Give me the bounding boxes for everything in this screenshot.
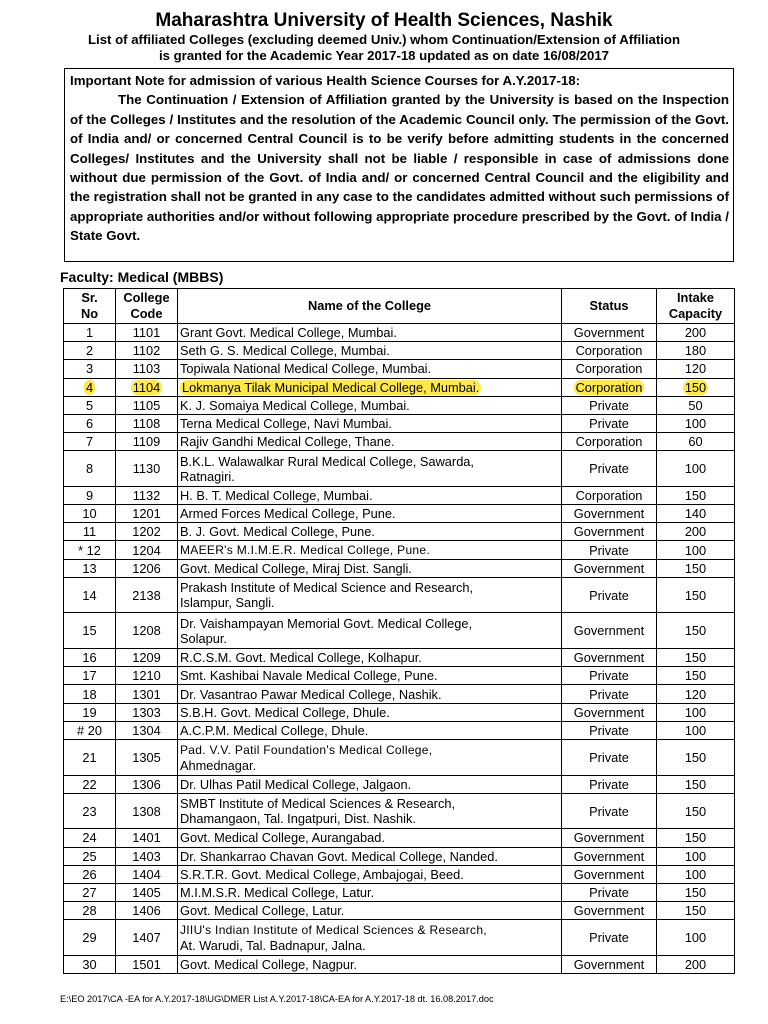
- table-row: [64, 414, 735, 432]
- college-code-cell: 1401: [116, 829, 178, 847]
- header-intake-capacity: Intake Capacity: [657, 289, 735, 324]
- status-cell: Private: [562, 920, 657, 956]
- intake-capacity-cell: 150: [657, 883, 735, 901]
- college-name-line-1: A.C.P.M. Medical College, Dhule.: [180, 722, 369, 738]
- table-row: [64, 486, 735, 504]
- table-row: [64, 433, 735, 451]
- status-cell: Private: [562, 721, 657, 739]
- college-name-line-1: B. J. Govt. Medical College, Pune.: [180, 524, 375, 540]
- status-cell: Corporation: [562, 486, 657, 504]
- college-name-cell: [178, 559, 562, 577]
- table-row: [64, 955, 735, 973]
- table-row: [64, 378, 735, 396]
- status-cell: Government: [562, 829, 657, 847]
- note-body: The Continuation / Extension of Affiliation granted by the University is based on the Inspection of the Colleges / Institutes and the resolution of the Academic Council only. The permission of the Govt. of India and/ or concerned Central Council is to be verify before admitting students in the concerned Colleges/ Institutes and the University shall not be liable / responsible in case of admissions done without due permission of the Govt. of India and/ or concerned Central Council and the eligibility and the registration shall not be granted in any case to the candidates admitted without such permissions of appropriate authorities and/or without following appropriate procedure prescribed by the Govt. of India / State Govt.: [70, 92, 729, 244]
- college-name-line-2: At. Warudi, Tal. Badnapur, Jalna.: [180, 938, 366, 954]
- sr-no-cell: 25: [64, 847, 116, 865]
- college-name-line-2: Ahmednagar.: [180, 757, 257, 773]
- intake-capacity-cell: 100: [657, 920, 735, 956]
- college-name-line-1: Armed Forces Medical College, Pune.: [180, 506, 396, 522]
- intake-capacity-cell: 150: [657, 613, 735, 649]
- status-cell: Government: [562, 649, 657, 667]
- sr-no-cell: 28: [64, 902, 116, 920]
- college-name-cell: [178, 721, 562, 739]
- sr-no-cell: 23: [64, 793, 116, 829]
- college-name-cell: [178, 793, 562, 829]
- college-code-cell: 1301: [116, 685, 178, 703]
- table-header-row: [64, 289, 735, 324]
- status-cell: Government: [562, 613, 657, 649]
- college-code-cell: 1104: [116, 378, 178, 396]
- intake-capacity-cell: 180: [657, 342, 735, 360]
- college-name-line-1: MAEER's M.I.M.E.R. Medical College, Pune.: [180, 543, 431, 558]
- sr-no-cell: 13: [64, 559, 116, 577]
- college-name-cell: [178, 847, 562, 865]
- college-name-line-1: Dr. Vasantrao Pawar Medical College, Nashik.: [180, 686, 442, 702]
- intake-capacity-cell: 60: [657, 433, 735, 451]
- intake-capacity-cell: 150: [657, 486, 735, 504]
- college-name-cell: [178, 902, 562, 920]
- table-row: [64, 685, 735, 703]
- sr-no-cell: 16: [64, 649, 116, 667]
- college-code-cell: 1406: [116, 902, 178, 920]
- status-cell: Private: [562, 451, 657, 487]
- table-row: [64, 667, 735, 685]
- status-cell: Government: [562, 703, 657, 721]
- college-code-cell: 1102: [116, 342, 178, 360]
- status-cell: Private: [562, 685, 657, 703]
- faculty-label: Faculty: Medical (MBBS): [60, 269, 224, 285]
- college-code-cell: 1105: [116, 396, 178, 414]
- intake-capacity-cell: 150: [657, 559, 735, 577]
- college-name-cell: [178, 577, 562, 613]
- intake-capacity-cell: 150: [657, 829, 735, 847]
- college-name-line-1: Grant Govt. Medical College, Mumbai.: [180, 325, 397, 341]
- college-name-cell: [178, 378, 562, 396]
- sr-no-cell: 10: [64, 505, 116, 523]
- subtitle-line-2: is granted for the Academic Year 2017-18 updated as on date 16/08/2017: [158, 48, 610, 63]
- sr-no-cell: 22: [64, 775, 116, 793]
- sr-no-cell: 29: [64, 920, 116, 956]
- college-name-line-1: S.B.H. Govt. Medical College, Dhule.: [180, 704, 390, 720]
- table-row: [64, 883, 735, 901]
- college-code-cell: 1202: [116, 523, 178, 541]
- intake-capacity-cell: 150: [657, 739, 735, 775]
- college-name-line-1: SMBT Institute of Medical Sciences & Research,: [180, 796, 456, 812]
- college-name-line-1: Govt. Medical College, Aurangabad.: [180, 830, 385, 846]
- college-name-line-1: Smt. Kashibai Navale Medical College, Pune.: [180, 668, 438, 684]
- table-row: [64, 721, 735, 739]
- college-name-line-1: B.K.L. Walawalkar Rural Medical College, Sawarda,: [180, 453, 474, 469]
- college-code-cell: 1204: [116, 541, 178, 559]
- college-name-line-1: M.I.M.S.R. Medical College, Latur.: [180, 885, 375, 900]
- college-name-cell: [178, 685, 562, 703]
- college-code-cell: 1210: [116, 667, 178, 685]
- table-row: [64, 559, 735, 577]
- sr-no-cell: 6: [64, 414, 116, 432]
- college-name-cell: [178, 486, 562, 504]
- intake-capacity-cell: 200: [657, 955, 735, 973]
- intake-capacity-cell: 100: [657, 414, 735, 432]
- important-note-box: [64, 68, 734, 262]
- intake-capacity-cell: 150: [657, 577, 735, 613]
- college-name-line-1: S.R.T.R. Govt. Medical College, Ambajogai, Beed.: [180, 866, 464, 882]
- table-row: [64, 703, 735, 721]
- college-name-line-2: Ratnagiri.: [180, 468, 235, 484]
- college-name-cell: [178, 342, 562, 360]
- status-cell: Government: [562, 955, 657, 973]
- college-name-line-1: Dr. Shankarrao Chavan Govt. Medical College, Nanded.: [180, 848, 498, 864]
- college-name-cell: [178, 667, 562, 685]
- sr-no-cell: 27: [64, 883, 116, 901]
- sr-no-cell: 1: [64, 324, 116, 342]
- college-code-cell: 1103: [116, 360, 178, 378]
- sr-no-cell: 19: [64, 703, 116, 721]
- status-cell: Private: [562, 541, 657, 559]
- file-path-footer: E:\EO 2017\CA -EA for A.Y.2017-18\UG\DMER List A.Y.2017-18\CA-EA for A.Y.2017-18 dt. 16.08.2017.doc: [60, 994, 494, 1004]
- college-code-cell: 1404: [116, 865, 178, 883]
- college-name-line-1: Dr. Ulhas Patil Medical College, Jalgaon.: [180, 776, 412, 792]
- college-code-cell: 1130: [116, 451, 178, 487]
- table-row: [64, 739, 735, 775]
- table-row: [64, 505, 735, 523]
- intake-capacity-cell: 200: [657, 523, 735, 541]
- college-name-line-2: Islampur, Sangli.: [180, 595, 275, 611]
- intake-capacity-cell: 150: [657, 378, 735, 396]
- status-cell: Corporation: [562, 360, 657, 378]
- header-college-name: Name of the College: [178, 289, 562, 324]
- college-name-line-1: JIIU's Indian Institute of Medical Sciences & Research,: [180, 923, 487, 938]
- college-name-cell: [178, 433, 562, 451]
- sr-no-cell: # 20: [64, 721, 116, 739]
- college-name-line-1: Dr. Vaishampayan Memorial Govt. Medical College,: [180, 615, 473, 631]
- college-name-cell: [178, 649, 562, 667]
- intake-capacity-cell: 150: [657, 649, 735, 667]
- college-name-cell: [178, 324, 562, 342]
- table-row: [64, 577, 735, 613]
- status-cell: Private: [562, 414, 657, 432]
- table-row: [64, 847, 735, 865]
- college-name-cell: [178, 360, 562, 378]
- sr-no-cell: 5: [64, 396, 116, 414]
- sr-no-cell: 15: [64, 613, 116, 649]
- college-code-cell: 1405: [116, 883, 178, 901]
- college-name-cell: [178, 920, 562, 956]
- intake-capacity-cell: 150: [657, 902, 735, 920]
- college-name-line-1: Terna Medical College, Navi Mumbai.: [180, 416, 392, 432]
- table-row: [64, 613, 735, 649]
- table-row: [64, 342, 735, 360]
- college-code-cell: 1108: [116, 414, 178, 432]
- college-name-cell: [178, 613, 562, 649]
- college-name-cell: [178, 955, 562, 973]
- colleges-table: [63, 288, 735, 974]
- status-cell: Private: [562, 667, 657, 685]
- sr-no-cell: 3: [64, 360, 116, 378]
- college-name-cell: [178, 739, 562, 775]
- college-code-cell: 1308: [116, 793, 178, 829]
- college-code-cell: 1304: [116, 721, 178, 739]
- table-row: [64, 541, 735, 559]
- college-name-line-1: Rajiv Gandhi Medical College, Thane.: [180, 434, 395, 450]
- sr-no-cell: 24: [64, 829, 116, 847]
- table-row: [64, 324, 735, 342]
- intake-capacity-cell: 100: [657, 865, 735, 883]
- header-sr-no: Sr. No: [64, 289, 116, 324]
- table-body: [64, 324, 735, 974]
- sr-no-cell: 2: [64, 342, 116, 360]
- status-cell: Private: [562, 739, 657, 775]
- table-row: [64, 649, 735, 667]
- college-code-cell: 1208: [116, 613, 178, 649]
- status-cell: Government: [562, 523, 657, 541]
- table-row: [64, 451, 735, 487]
- intake-capacity-cell: 120: [657, 685, 735, 703]
- intake-capacity-cell: 200: [657, 324, 735, 342]
- status-cell: Corporation: [562, 342, 657, 360]
- college-name-cell: [178, 414, 562, 432]
- college-code-cell: 2138: [116, 577, 178, 613]
- document-title: Maharashtra University of Health Sciences, Nashik: [155, 10, 613, 31]
- status-cell: Government: [562, 559, 657, 577]
- subtitle-line-1: List of affiliated Colleges (excluding deemed Univ.) whom Continuation/Extension of Affiliation: [88, 32, 680, 47]
- college-code-cell: 1109: [116, 433, 178, 451]
- table-row: [64, 523, 735, 541]
- college-name-cell: [178, 703, 562, 721]
- intake-capacity-cell: 100: [657, 703, 735, 721]
- sr-no-cell: 18: [64, 685, 116, 703]
- intake-capacity-cell: 120: [657, 360, 735, 378]
- college-name-line-2: Solapur.: [180, 630, 227, 646]
- table-row: [64, 396, 735, 414]
- college-name-line-1: Prakash Institute of Medical Science and Research,: [180, 580, 474, 596]
- intake-capacity-cell: 100: [657, 721, 735, 739]
- sr-no-cell: 7: [64, 433, 116, 451]
- intake-capacity-cell: 150: [657, 775, 735, 793]
- sr-no-cell: 8: [64, 451, 116, 487]
- college-name-line-1: Govt. Medical College, Miraj Dist. Sangli.: [180, 560, 412, 576]
- college-code-cell: 1101: [116, 324, 178, 342]
- college-name-cell: [178, 396, 562, 414]
- college-name-cell: [178, 505, 562, 523]
- status-cell: Private: [562, 775, 657, 793]
- college-code-cell: 1206: [116, 559, 178, 577]
- intake-capacity-cell: 100: [657, 847, 735, 865]
- sr-no-cell: 4: [64, 378, 116, 396]
- sr-no-cell: 11: [64, 523, 116, 541]
- college-name-line-1: Govt. Medical College, Latur.: [180, 903, 345, 919]
- college-name-line-1: H. B. T. Medical College, Mumbai.: [180, 488, 373, 503]
- table-row: [64, 920, 735, 956]
- intake-capacity-cell: 50: [657, 396, 735, 414]
- status-cell: Government: [562, 902, 657, 920]
- status-cell: Private: [562, 883, 657, 901]
- table-row: [64, 829, 735, 847]
- status-cell: Government: [562, 505, 657, 523]
- intake-capacity-cell: 140: [657, 505, 735, 523]
- sr-no-cell: 17: [64, 667, 116, 685]
- sr-no-cell: 21: [64, 739, 116, 775]
- college-name-cell: [178, 775, 562, 793]
- sr-no-cell: * 12: [64, 541, 116, 559]
- college-name-line-1: Pad. V.V. Patil Foundation's Medical College,: [180, 742, 433, 757]
- status-cell: Private: [562, 793, 657, 829]
- college-name-cell: [178, 829, 562, 847]
- college-name-line-2: Dhamangaon, Tal. Ingatpuri, Dist. Nashik.: [180, 811, 416, 827]
- sr-no-cell: 30: [64, 955, 116, 973]
- document-subtitle: [0, 32, 768, 64]
- college-name-cell: [178, 883, 562, 901]
- table-row: [64, 360, 735, 378]
- status-cell: Corporation: [562, 378, 657, 396]
- sr-no-cell: 14: [64, 577, 116, 613]
- sr-no-cell: 9: [64, 486, 116, 504]
- college-code-cell: 1305: [116, 739, 178, 775]
- college-code-cell: 1403: [116, 847, 178, 865]
- status-cell: Private: [562, 396, 657, 414]
- college-name-cell: [178, 541, 562, 559]
- college-code-cell: 1306: [116, 775, 178, 793]
- note-heading: Important Note for admission of various Health Science Courses for A.Y.2017-18:: [70, 73, 581, 88]
- college-code-cell: 1209: [116, 649, 178, 667]
- status-cell: Government: [562, 324, 657, 342]
- status-cell: Private: [562, 577, 657, 613]
- college-name-line-1: Seth G. S. Medical College, Mumbai.: [180, 343, 390, 359]
- header-college-code: College Code: [116, 289, 178, 324]
- college-name-line-1: Lokmanya Tilak Municipal Medical College, Mumbai.: [182, 379, 480, 395]
- college-name-line-1: R.C.S.M. Govt. Medical College, Kolhapur.: [180, 650, 422, 666]
- college-name-cell: [178, 523, 562, 541]
- intake-capacity-cell: 150: [657, 667, 735, 685]
- college-code-cell: 1303: [116, 703, 178, 721]
- table-row: [64, 865, 735, 883]
- table-row: [64, 902, 735, 920]
- sr-no-cell: 26: [64, 865, 116, 883]
- college-name-cell: [178, 865, 562, 883]
- college-code-cell: 1201: [116, 505, 178, 523]
- college-name-line-1: Govt. Medical College, Nagpur.: [180, 956, 358, 972]
- college-name-line-1: Topiwala National Medical College, Mumbai.: [180, 361, 432, 377]
- header-status: Status: [562, 289, 657, 324]
- intake-capacity-cell: 100: [657, 451, 735, 487]
- college-code-cell: 1407: [116, 920, 178, 956]
- table-row: [64, 793, 735, 829]
- status-cell: Corporation: [562, 433, 657, 451]
- table-row: [64, 775, 735, 793]
- college-name-line-1: K. J. Somaiya Medical College, Mumbai.: [180, 397, 410, 413]
- intake-capacity-cell: 100: [657, 541, 735, 559]
- college-name-cell: [178, 451, 562, 487]
- status-cell: Government: [562, 865, 657, 883]
- college-code-cell: 1501: [116, 955, 178, 973]
- intake-capacity-cell: 150: [657, 793, 735, 829]
- status-cell: Government: [562, 847, 657, 865]
- college-code-cell: 1132: [116, 486, 178, 504]
